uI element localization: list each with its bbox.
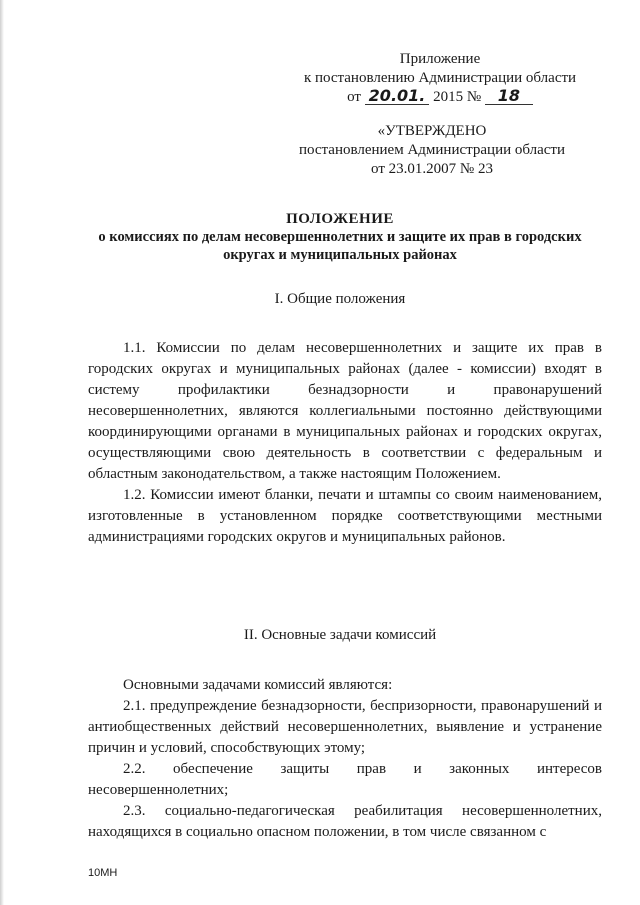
handwritten-date: 20.01.	[365, 88, 430, 105]
paragraph-2-3: 2.3. социально-педагогическая реабилитация несовершеннолетних, находящихся в социально опасном положении, в том числе связанном с	[88, 803, 602, 840]
date-prefix: от	[347, 89, 361, 105]
title-sub-1: о комиссиях по делам несовершеннолетних и защите их прав в городских	[98, 229, 582, 245]
scan-edge	[0, 0, 4, 905]
approved-by: постановлением Администрации области	[298, 142, 566, 158]
section-1-heading: I. Общие положения	[274, 291, 406, 307]
appendix-label: Приложение	[399, 51, 481, 67]
paragraph-2-1: 2.1. предупреждение безнадзорности, беспризорности, правонарушений и антиобщественных действий несовершеннолетних, выявление и устранение причин и условий, способствующих этому;	[88, 698, 602, 756]
footer-code: 10МН	[88, 867, 118, 879]
title-main: ПОЛОЖЕНИЕ	[286, 211, 394, 227]
paragraph-1-1: 1.1. Комиссии по делам несовершеннолетних и защите их прав в городских округах и муниципальных районах (далее - комиссии) входят в систему профилактики безнадзорности и правонарушений несовершеннолетних, являются коллегиальными постоянно действующими координирующими органами в муниципальных районах и городских округах, осуществляющими свою деятельность в соответствии с федеральным и областным законодательством, а также настоящим Положением.	[88, 340, 602, 482]
section-2-heading: II. Основные задачи комиссий	[243, 627, 437, 643]
section-2-intro: Основными задачами комиссий являются:	[123, 677, 393, 693]
date-year: 2015 №	[433, 89, 482, 105]
appendix-reference: к постановлению Администрации области	[303, 70, 577, 86]
section-1-body	[88, 338, 602, 548]
appendix-date-line	[290, 88, 590, 107]
section-2-body	[88, 675, 602, 843]
document-title	[70, 210, 610, 264]
handwritten-number: 18	[485, 88, 533, 105]
paragraph-2-2: 2.2. обеспечение защиты прав и законных интересов несовершеннолетних;	[88, 761, 602, 798]
approved-date: от 23.01.2007 № 23	[371, 161, 493, 177]
appendix-header	[290, 50, 590, 107]
title-sub-2: округах и муниципальных районах	[223, 247, 457, 263]
paragraph-1-2: 1.2. Комиссии имеют бланки, печати и штампы со своим наименованием, изготовленные в установленном порядке соответствующими местными администрациями городских округов и муниципальных районов.	[88, 487, 602, 545]
approved-label: «УТВЕРЖДЕНО	[377, 123, 487, 139]
approved-stamp-text	[282, 122, 582, 179]
